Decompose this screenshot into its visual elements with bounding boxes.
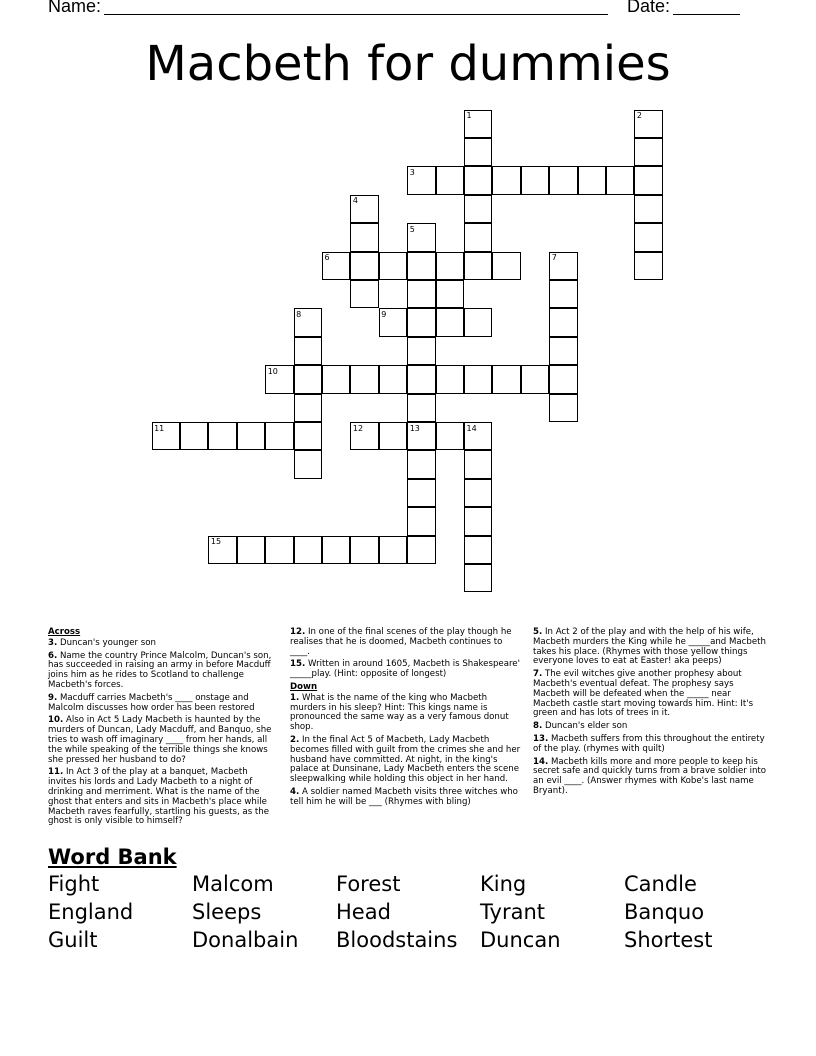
grid-cell[interactable] [379, 422, 407, 450]
word-bank-item: Donalbain [192, 928, 299, 952]
clue-across-3: 3. Duncan's younger son [48, 637, 156, 648]
clue-column-1 [48, 628, 276, 830]
grid-cell[interactable] [407, 450, 435, 478]
grid-cell[interactable] [407, 365, 435, 393]
grid-cell[interactable] [578, 166, 606, 194]
clue-across-6: 6. Name the country Prince Malcolm, Duncan's son, has succeeded in raising an army in before Macduff joins him as he rides to Scotland to challenge Macbeth's forces. [48, 650, 272, 690]
grid-cell[interactable] [407, 507, 435, 535]
clue-across-15: 15. Written in around 1605, Macbeth is Shakespeare' _____play. (Hint: opposite of longest) [290, 659, 520, 680]
date-label: Date: [627, 0, 671, 16]
word-bank-item: Sleeps [192, 900, 262, 924]
clue-number-12: 12 [352, 423, 364, 433]
word-bank-item: Malcom [192, 872, 274, 896]
grid-cell[interactable] [492, 166, 520, 194]
clue-number-1: 1 [466, 111, 472, 121]
grid-cell[interactable] [265, 536, 293, 564]
clue-across-11: 11. In Act 3 of the play at a banquet, Macbeth invites his lords and Lady Macbeth to a night of drinking and merriment. What is the name of the ghost that enters and sits in Macbeth's place while Macbeth raves fearfully, startling his guests, as the ghost is only visible to himself? [48, 767, 270, 827]
grid-cell[interactable] [294, 337, 322, 365]
grid-cell[interactable] [634, 138, 662, 166]
clue-column-3 [533, 628, 767, 800]
grid-cell[interactable] [407, 308, 435, 336]
grid-cell[interactable] [237, 422, 265, 450]
grid-cell[interactable] [549, 308, 577, 336]
clue-down-5: 5. In Act 2 of the play and with the help of his wife, Macbeth murders the King while he _____and Macbeth takes his place. (Rhymes with those yellow things everyone loves to eat at Easter! aka peeps) [533, 627, 766, 667]
grid-cell[interactable] [379, 252, 407, 280]
name-label: Name: [48, 0, 102, 16]
grid-cell[interactable] [464, 195, 492, 223]
grid-cell[interactable] [407, 394, 435, 422]
grid-cell[interactable] [549, 280, 577, 308]
grid-cell[interactable] [237, 536, 265, 564]
grid-cell[interactable] [294, 450, 322, 478]
grid-cell[interactable] [379, 365, 407, 393]
grid-cell[interactable] [436, 280, 464, 308]
word-bank-item: Bloodstains [336, 928, 458, 952]
grid-cell[interactable] [492, 365, 520, 393]
clue-down-1: 1. What is the name of the king who Macbeth murders in his sleep? Hint: This kings name is pronounced the same way as a very famous donut shop. [290, 692, 509, 733]
grid-cell[interactable] [322, 365, 350, 393]
grid-cell[interactable] [464, 479, 492, 507]
word-bank-item: England [48, 900, 134, 924]
grid-cell[interactable] [521, 166, 549, 194]
grid-cell[interactable] [350, 280, 378, 308]
grid-cell[interactable] [294, 536, 322, 564]
grid-cell[interactable] [549, 365, 577, 393]
word-bank-item: Fight [48, 872, 100, 896]
grid-cell[interactable] [407, 536, 435, 564]
grid-cell[interactable] [436, 365, 464, 393]
grid-cell[interactable] [634, 252, 662, 280]
grid-cell[interactable] [521, 365, 549, 393]
grid-cell[interactable] [606, 166, 634, 194]
grid-cell[interactable] [436, 252, 464, 280]
clue-number-15: 15 [210, 537, 222, 547]
grid-cell[interactable] [464, 166, 492, 194]
clue-across-12: 12. In one of the final scenes of the play though he realises that he is doomed, Macbeth continues to ____. [290, 627, 512, 657]
grid-cell[interactable] [436, 308, 464, 336]
grid-cell[interactable] [634, 223, 662, 251]
grid-cell[interactable] [379, 536, 407, 564]
grid-cell[interactable] [464, 365, 492, 393]
clue-down-14: 14. Macbeth kills more and more people to keep his secret safe and quickly turns from a brave soldier into an evil ____. (Answer rhymes with Kobe's last name Bryant). [533, 756, 767, 796]
grid-cell[interactable] [350, 252, 378, 280]
clue-number-4: 4 [352, 196, 358, 206]
grid-cell[interactable] [208, 422, 236, 450]
grid-cell[interactable] [294, 365, 322, 393]
grid-cell[interactable] [407, 252, 435, 280]
grid-cell[interactable] [549, 166, 577, 194]
word-bank-item: Tyrant [480, 900, 546, 924]
clue-number-8: 8 [296, 309, 302, 319]
clue-number-9: 9 [381, 309, 387, 319]
grid-cell[interactable] [464, 252, 492, 280]
word-bank-item: Forest [336, 872, 401, 896]
clue-number-14: 14 [466, 423, 477, 433]
clue-down-8: 8. Duncan's elder son [533, 721, 628, 732]
clue-number-13: 13 [409, 423, 420, 433]
grid-cell[interactable] [294, 394, 322, 422]
word-bank-item: Head [336, 900, 391, 924]
grid-cell[interactable] [436, 166, 464, 194]
grid-cell[interactable] [464, 450, 492, 478]
grid-cell[interactable] [464, 308, 492, 336]
clue-number-5: 5 [409, 224, 415, 234]
grid-cell[interactable] [350, 536, 378, 564]
clue-number-6: 6 [324, 253, 330, 263]
clue-number-7: 7 [551, 253, 557, 263]
clue-down-7: 7. The evil witches give another prophesy about Macbeth's eventual defeat. The prophesy says Macbeth will be defeated when the _____ near Macbeth castle start moving towards him. Hint: It's green and has lots of trees in it. [533, 669, 754, 719]
grid-cell[interactable] [180, 422, 208, 450]
page-title: Macbeth for dummies [145, 36, 671, 92]
clue-column-2 [290, 628, 523, 811]
grid-cell[interactable] [350, 365, 378, 393]
word-bank-item: Candle [624, 872, 697, 896]
grid-cell[interactable] [436, 422, 464, 450]
grid-cell[interactable] [464, 138, 492, 166]
grid-cell[interactable] [492, 252, 520, 280]
grid-cell[interactable] [464, 536, 492, 564]
word-bank-item: Banquo [624, 900, 705, 924]
grid-cell[interactable] [634, 195, 662, 223]
grid-cell[interactable] [265, 422, 293, 450]
clue-across-10: 10. Also in Act 5 Lady Macbeth is haunted by the murders of Duncan, Lady Macduff, and Banquo, she tries to wash off imaginary ____ from her hands, all the while speaking of the terrible things she knows she pressed her husband to do? [48, 715, 272, 765]
word-bank-item: Shortest [624, 928, 713, 952]
clue-number-11: 11 [154, 423, 165, 433]
down-header: Down [290, 681, 318, 692]
word-bank-item: King [480, 872, 527, 896]
grid-cell[interactable] [350, 223, 378, 251]
clue-number-3: 3 [409, 167, 415, 177]
grid-cell[interactable] [322, 536, 350, 564]
word-bank-item: Guilt [48, 928, 98, 952]
grid-cell[interactable] [549, 337, 577, 365]
clue-down-13: 13. Macbeth suffers from this throughout the entirety of the play. (rhymes with quilt) [533, 733, 765, 754]
grid-cell[interactable] [407, 280, 435, 308]
grid-cell[interactable] [464, 564, 492, 592]
grid-cell[interactable] [464, 507, 492, 535]
grid-cell[interactable] [464, 223, 492, 251]
clue-down-4: 4. A soldier named Macbeth visits three witches who tell him he will be ___ (Rhymes with bling) [290, 786, 518, 807]
word-bank-item: Duncan [480, 928, 561, 952]
grid-cell[interactable] [407, 479, 435, 507]
grid-cell[interactable] [407, 337, 435, 365]
clue-across-9: 9. Macduff carries Macbeth's ____ onstage and Malcolm discusses how order has been restored [48, 692, 255, 713]
across-header: Across [48, 627, 81, 637]
clue-down-2: 2. In the final Act 5 of Macbeth, Lady Macbeth becomes filled with guilt from the crimes she and her husband have committed. At night, in the king's palace at Dunsinane, Lady Macbeth enters the scene sleepwalking while holding this object in her hand. [290, 734, 521, 785]
grid-cell[interactable] [549, 394, 577, 422]
clue-number-2: 2 [636, 111, 642, 121]
word-bank-title: Word Bank [48, 845, 177, 869]
grid-cell[interactable] [634, 166, 662, 194]
grid-cell[interactable] [294, 422, 322, 450]
clue-number-10: 10 [267, 366, 278, 376]
